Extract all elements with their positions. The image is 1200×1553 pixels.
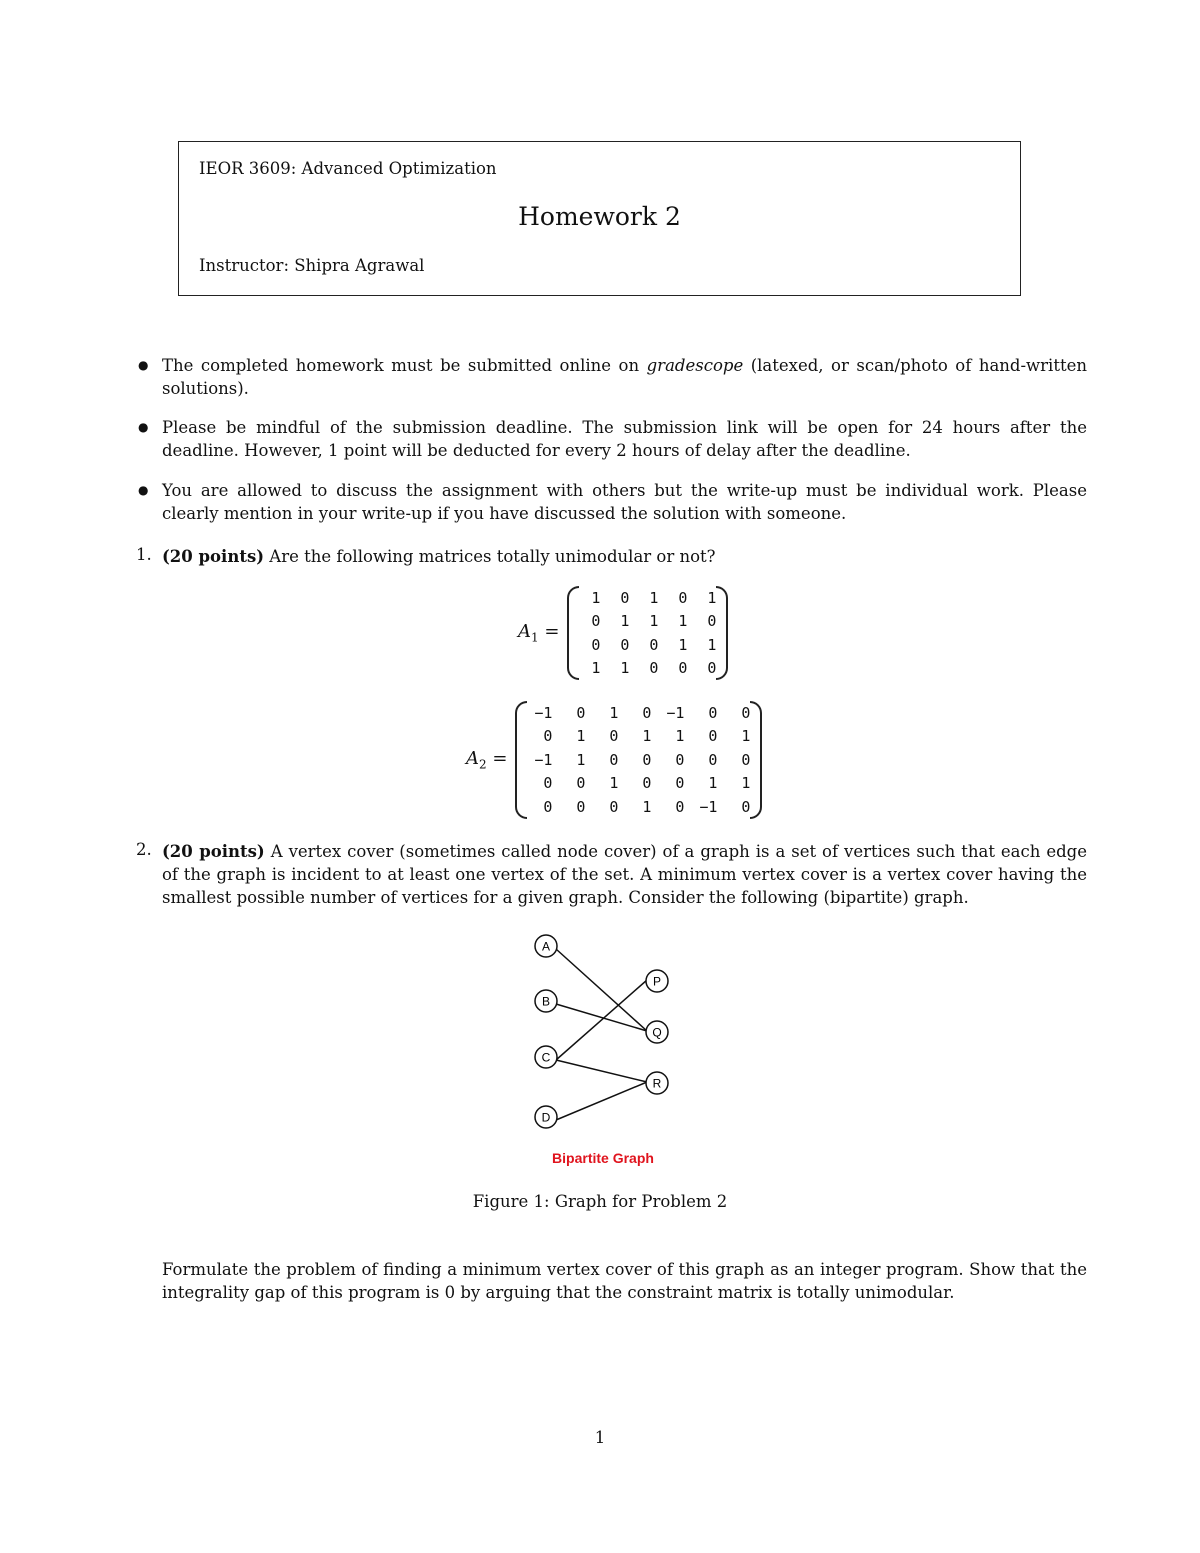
page-number: 1 [594, 1428, 606, 1447]
matrix-entry: −1 [666, 703, 685, 722]
node-P [646, 970, 668, 992]
matrix-entry: 1 [649, 612, 659, 631]
matrix-entry: 1 [609, 703, 619, 722]
matrix-entry: 1 [591, 588, 601, 607]
matrix-entry: 0 [609, 797, 619, 816]
matrix-entry: 0 [609, 727, 619, 746]
gradescope-text: gradescope [646, 356, 744, 375]
matrix-entry: 1 [609, 774, 619, 793]
matrix-entry: 0 [708, 750, 718, 769]
problem-statement: Are the following matrices totally unimodular or not? [264, 547, 716, 566]
problem-statement: A vertex cover (sometimes called node cover) of a graph is a set of vertices such that each edge of the graph is incident to at least one vertex of the set. A minimum vertex cover is a vertex cover having the smallest possible number of vertices for a given graph. Consider the following (bipartite) graph. [162, 842, 1087, 907]
matrix-entry: 1 [741, 727, 751, 746]
problem-2-followup: Formulate the problem of finding a minimum vertex cover of this graph as an integer program. Show that the integrality gap of this program is 0 by arguing that the constraint matrix is totally unimodular. [162, 1260, 1087, 1302]
node-C [535, 1046, 557, 1068]
matrix-label: $A_2$ = [466, 747, 508, 772]
node-R [646, 1072, 668, 1094]
matrix-entry: 0 [642, 750, 652, 769]
node-D [535, 1106, 557, 1128]
matrix-entry: 0 [576, 774, 586, 793]
matrix-entry: 1 [707, 635, 717, 654]
matrix-entry: 0 [678, 659, 688, 678]
matrix-entry: −1 [699, 797, 718, 816]
matrix-entry: 0 [576, 797, 586, 816]
points: (20 points) [162, 547, 265, 566]
points: (20 points) [162, 842, 265, 861]
homework-title: Homework 2 [518, 202, 681, 231]
matrix-entry: 0 [591, 612, 601, 631]
matrix-entry: 0 [741, 797, 751, 816]
bullet-text: (latexed, or scan/photo of hand-written solutions). [162, 356, 1087, 398]
node-label: A [541, 939, 551, 954]
problem-number: 2. [136, 840, 152, 859]
node-Q [646, 1021, 668, 1043]
node-label: B [541, 994, 551, 1009]
matrix-entry: 0 [707, 612, 717, 631]
matrix-entry: 0 [543, 797, 553, 816]
node-label: P [652, 974, 662, 989]
matrix-entry: 1 [642, 727, 652, 746]
edge-D-R [556, 1082, 647, 1120]
matrix-entry: 1 [678, 612, 688, 631]
matrix-entry: 1 [741, 774, 751, 793]
matrix-entry: 0 [708, 727, 718, 746]
bullet-item: Please be mindful of the submission deadline. The submission link will be open for 24 hours after the deadline. However, 1 point will be deducted for every 2 hours of delay after the deadline. [162, 418, 1087, 460]
node-label: D [541, 1110, 551, 1125]
matrix-entry: 1 [708, 774, 718, 793]
edge-B-Q [556, 1004, 647, 1031]
matrix-entry: 0 [678, 588, 688, 607]
node-label: R [652, 1076, 662, 1091]
matrix-entry: 0 [707, 659, 717, 678]
node-label: Q [652, 1025, 662, 1040]
matrix-entry: 1 [620, 659, 630, 678]
matrix-entry: 1 [707, 588, 717, 607]
matrix-entry: 0 [642, 703, 652, 722]
matrix-entry: 0 [649, 635, 659, 654]
matrix-entry: 0 [649, 659, 659, 678]
bullet-item: You are allowed to discuss the assignment with others but the write-up must be individual work. Please clearly mention in your write-up if you have discussed the solution with someone. [162, 481, 1087, 523]
bullet-icon: ● [138, 420, 149, 434]
figure-caption: Figure 1: Graph for Problem 2 [472, 1192, 728, 1211]
graph-title: Bipartite Graph [552, 1150, 654, 1166]
node-B [535, 990, 557, 1012]
matrix-entry: 0 [675, 797, 685, 816]
matrix-entry: 0 [620, 588, 630, 607]
matrix-entry: 0 [576, 703, 586, 722]
matrix-entry: 0 [543, 774, 553, 793]
matrix-entry: 1 [642, 797, 652, 816]
matrix-entry: 0 [609, 750, 619, 769]
matrix-entry: 0 [620, 635, 630, 654]
node-label: C [541, 1050, 551, 1065]
matrix-entry: 1 [576, 750, 586, 769]
course-title: IEOR 3609: Advanced Optimization [199, 159, 497, 178]
matrix-entry: 0 [708, 703, 718, 722]
matrix-entry: 1 [675, 727, 685, 746]
matrix-entry: 0 [675, 750, 685, 769]
matrix-entry: 0 [741, 750, 751, 769]
matrix-entry: 0 [675, 774, 685, 793]
bullet-icon: ● [138, 358, 149, 372]
matrix-entry: 0 [543, 727, 553, 746]
bullet-text: The completed homework must be submitted online on [162, 356, 647, 375]
edge-A-Q [556, 949, 647, 1031]
matrix-entry: 1 [678, 635, 688, 654]
problem-number: 1. [136, 545, 152, 564]
node-A [535, 935, 557, 957]
matrix-entry: 1 [576, 727, 586, 746]
matrix-entry: 0 [591, 635, 601, 654]
matrix-entry: 0 [642, 774, 652, 793]
bullet-icon: ● [138, 483, 149, 497]
edge-C-P [556, 980, 647, 1060]
edge-C-R [556, 1060, 647, 1082]
matrix-entry: 1 [591, 659, 601, 678]
matrix-entry: −1 [534, 703, 553, 722]
instructor: Instructor: Shipra Agrawal [199, 256, 425, 275]
matrix-entry: 1 [620, 612, 630, 631]
matrix-entry: −1 [534, 750, 553, 769]
matrix-entry: 0 [741, 703, 751, 722]
matrix-entry: 1 [649, 588, 659, 607]
matrix-label: $A_1$ = [518, 621, 560, 645]
